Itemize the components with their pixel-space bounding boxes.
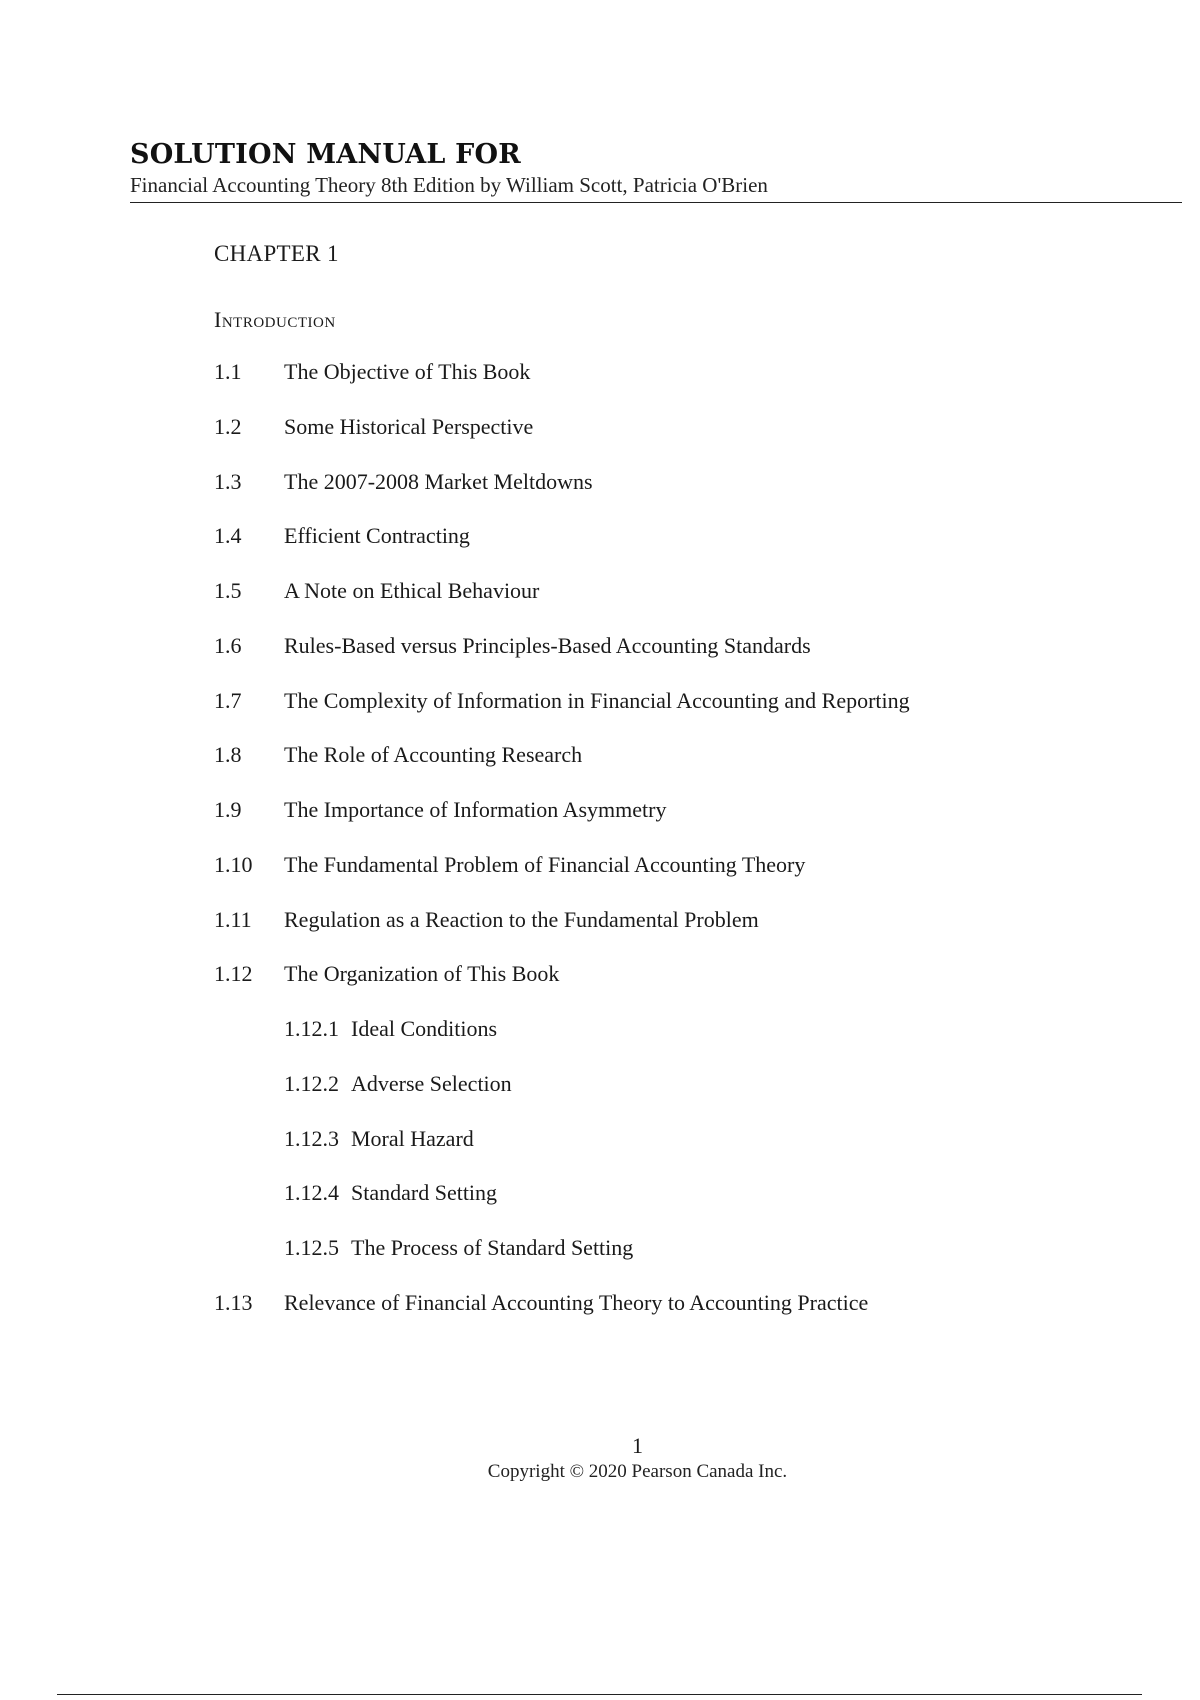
toc-number: 1.6 <box>214 633 242 658</box>
toc-item <box>214 959 559 989</box>
toc-item <box>214 850 805 880</box>
toc-item <box>214 412 533 442</box>
toc-item <box>214 1288 868 1318</box>
toc-subitem <box>284 1014 497 1044</box>
toc-number: 1.10 <box>214 852 253 877</box>
bottom-divider <box>57 1694 1142 1695</box>
page-footer <box>0 1432 1200 1484</box>
toc-title: Moral Hazard <box>351 1126 474 1151</box>
toc-number: 1.4 <box>214 523 242 548</box>
toc-number: 1.9 <box>214 797 242 822</box>
toc-title: Rules-Based versus Principles-Based Accounting Standards <box>284 633 811 658</box>
toc-item <box>214 521 470 551</box>
toc-number: 1.12 <box>214 961 253 986</box>
toc-title: Adverse Selection <box>351 1071 512 1096</box>
toc-title: The 2007-2008 Market Meltdowns <box>284 469 593 494</box>
toc-subitem <box>284 1178 497 1208</box>
page-number: 1 <box>632 1433 643 1458</box>
toc-number: 1.12.2 <box>284 1071 339 1096</box>
toc-item <box>214 686 910 716</box>
toc-number: 1.12.4 <box>284 1180 339 1205</box>
toc-title: Regulation as a Reaction to the Fundamental Problem <box>284 907 759 932</box>
toc-title: The Importance of Information Asymmetry <box>284 797 667 822</box>
toc-item <box>214 467 593 497</box>
page-header <box>130 138 1182 203</box>
toc-number: 1.7 <box>214 688 242 713</box>
manual-subtitle: Financial Accounting Theory 8th Edition by William Scott, Patricia O'Brien <box>130 172 1182 203</box>
toc-title: Relevance of Financial Accounting Theory to Accounting Practice <box>284 1290 869 1315</box>
toc-number: 1.12.1 <box>284 1016 339 1041</box>
manual-title: SOLUTION MANUAL FOR <box>130 139 521 170</box>
toc-number: 1.3 <box>214 469 242 494</box>
toc-number: 1.5 <box>214 578 242 603</box>
toc-number: 1.8 <box>214 742 242 767</box>
toc-title: The Organization of This Book <box>284 961 560 986</box>
toc-title: The Objective of This Book <box>284 359 531 384</box>
toc-number: 1.2 <box>214 414 242 439</box>
copyright-notice: Copyright © 2020 Pearson Canada Inc. <box>487 1461 788 1482</box>
toc-title: The Complexity of Information in Financial Accounting and Reporting <box>284 688 910 713</box>
toc-item <box>214 740 582 770</box>
toc-title: The Process of Standard Setting <box>351 1235 634 1260</box>
toc-item <box>214 905 759 935</box>
toc-number: 1.12.3 <box>284 1126 339 1151</box>
toc-number: 1.13 <box>214 1290 253 1315</box>
toc-item <box>214 795 666 825</box>
toc-subitem <box>284 1124 474 1154</box>
toc-number: 1.11 <box>214 907 252 932</box>
toc-number: 1.12.5 <box>284 1235 339 1260</box>
toc-number: 1.1 <box>214 359 242 384</box>
toc-title: Standard Setting <box>351 1180 498 1205</box>
toc-title: Efficient Contracting <box>284 523 470 548</box>
toc-item <box>214 576 539 606</box>
chapter-heading: CHAPTER 1 <box>214 241 339 266</box>
toc-title: A Note on Ethical Behaviour <box>284 578 540 603</box>
toc-title: Some Historical Perspective <box>284 414 534 439</box>
toc-subitem <box>284 1069 512 1099</box>
toc-title: The Fundamental Problem of Financial Accounting Theory <box>284 852 806 877</box>
toc-title: Ideal Conditions <box>351 1016 498 1041</box>
toc-item <box>214 357 530 387</box>
toc-title: The Role of Accounting Research <box>284 742 583 767</box>
section-heading: Introduction <box>214 307 336 332</box>
toc-subitem <box>284 1233 633 1263</box>
toc-item <box>214 631 811 661</box>
